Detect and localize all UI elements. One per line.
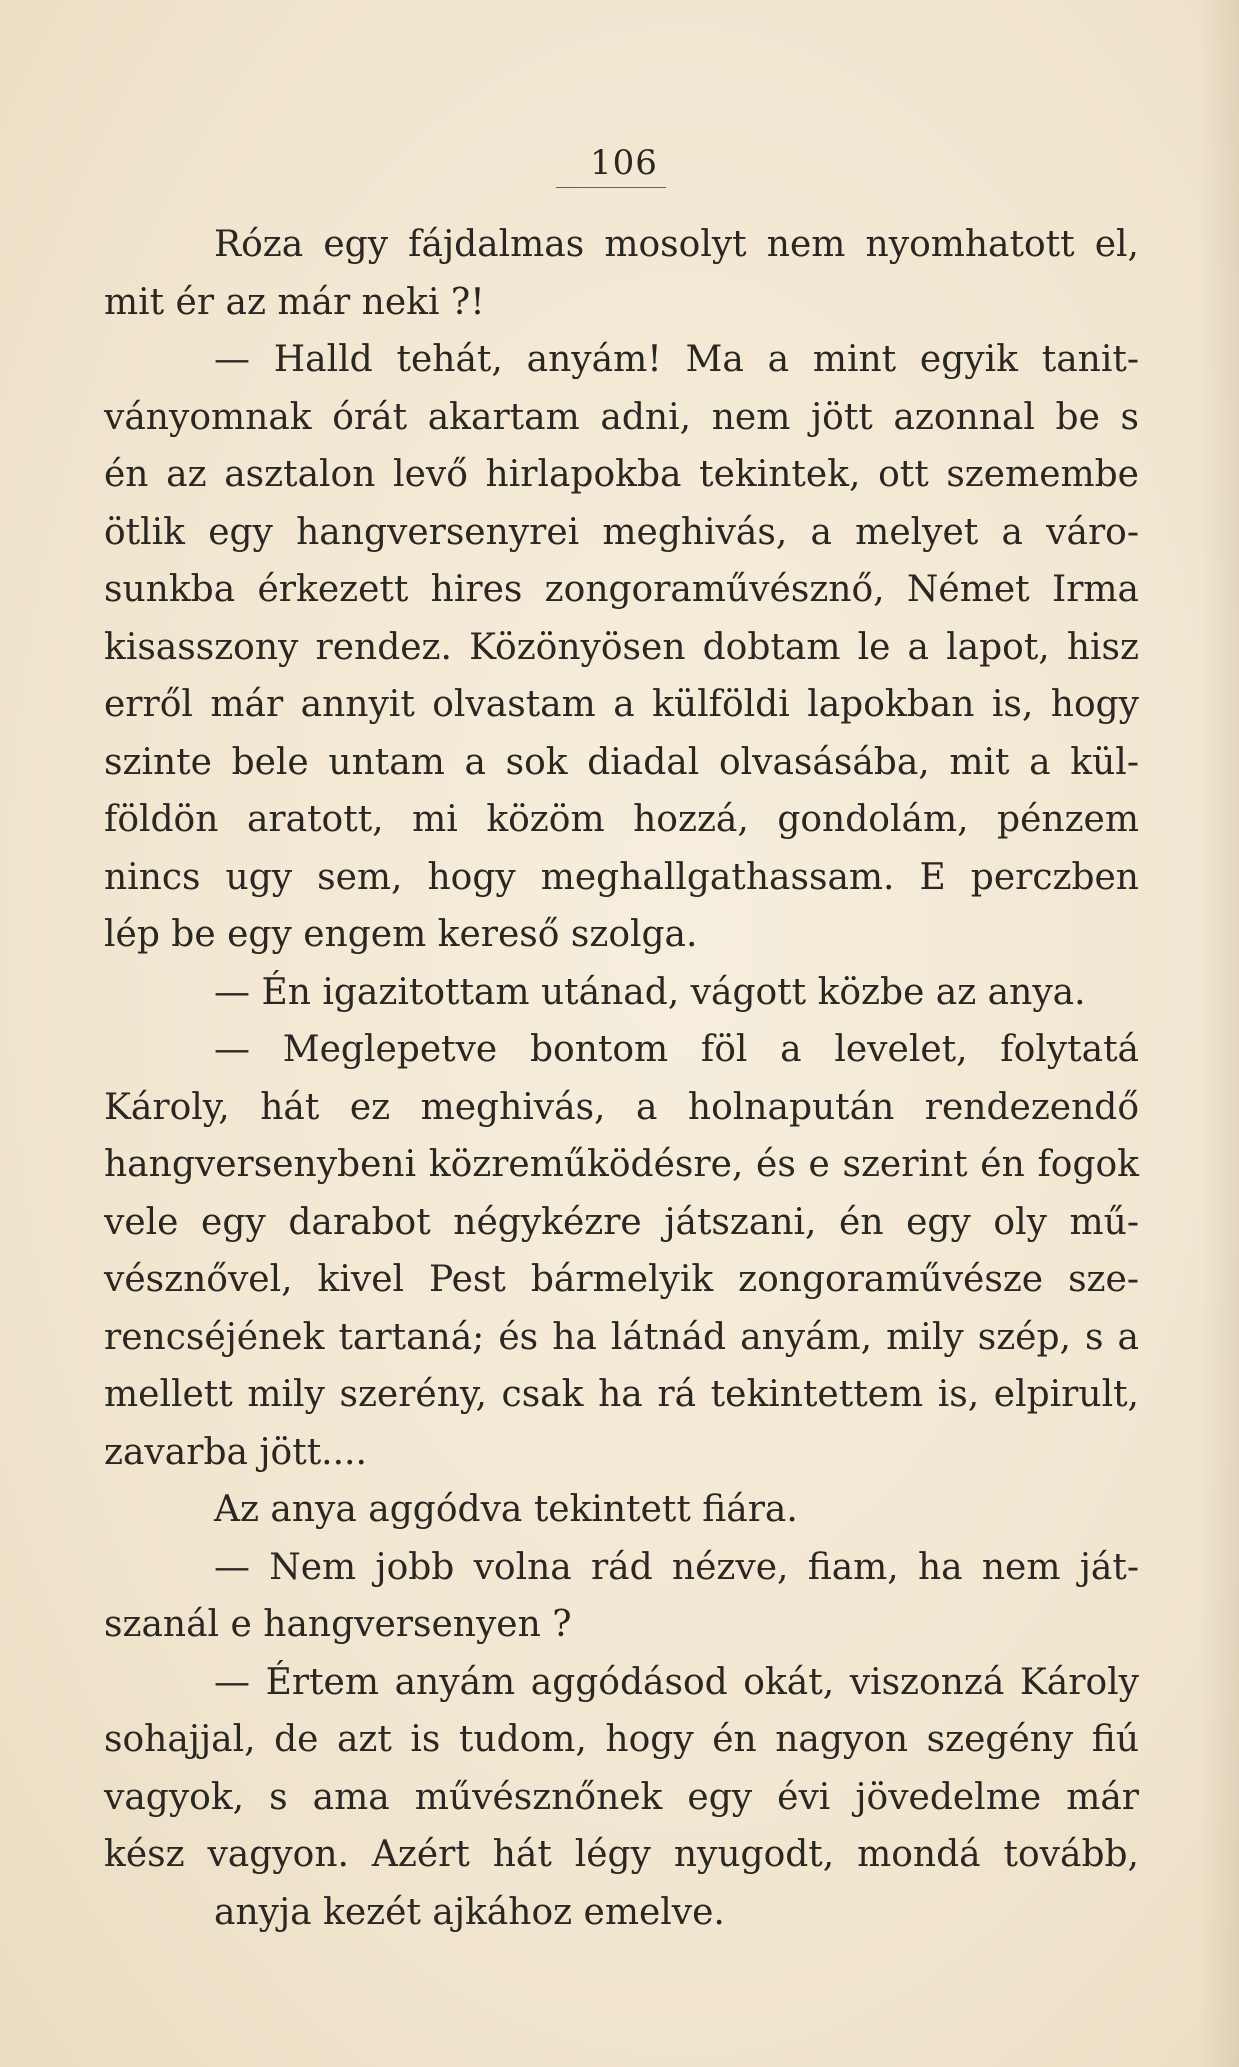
text-line: — Én igazitottam utánad, vágott közbe az anya.	[214, 971, 1086, 1013]
text-line: én az asztalon levő hirlapokba tekintek, ott szemembe	[104, 454, 1139, 495]
text-line: lép be egy engem kereső szolga.	[104, 914, 698, 955]
text-line: anyja kezét ajkához emelve.	[214, 1891, 725, 1933]
text-line: — Halld tehát, anyám! Ma a mint egyik tanit-	[214, 339, 1139, 380]
text-line: rencséjének tartaná; és ha látnád anyám, mily szép, s a	[104, 1316, 1139, 1358]
text-line: ványomnak órát akartam adni, nem jött azonnal be s	[104, 396, 1139, 438]
text-line: hangversenybeni közreműködésre, és e szerint én fogok	[104, 1144, 1139, 1185]
text-line: kész vagyon. Azért hát légy nyugodt, mondá tovább,	[104, 1834, 1139, 1875]
text-line: földön aratott, mi közöm hozzá, gondolám, pénzem	[104, 799, 1139, 840]
text-line: vagyok, s ama művésznőnek egy évi jövedelme már	[104, 1776, 1139, 1818]
text-line: szinte bele untam a sok diadal olvasásába, mit a kül-	[104, 741, 1139, 783]
text-line: Az anya aggódva tekintett fiára.	[214, 1489, 798, 1530]
text-line: szanál e hangversenyen ?	[104, 1604, 572, 1645]
page-edge-shadow	[1199, 0, 1239, 2067]
text-line: mellett mily szerény, csak ha rá tekintettem is, elpirult,	[104, 1374, 1139, 1415]
page-number: 106	[590, 143, 658, 183]
text-line: — Értem anyám aggódásod okát, viszonzá Károly	[214, 1661, 1139, 1703]
text-line: zavarba jött....	[104, 1431, 367, 1473]
text-line: erről már annyit olvastam a külföldi lapokban is, hogy	[104, 684, 1139, 725]
text-line: nincs ugy sem, hogy meghallgathassam. E perczben	[104, 856, 1139, 898]
text-line: sohajjal, de azt is tudom, hogy én nagyon szegény fiú	[104, 1719, 1139, 1760]
page-number-rule	[556, 187, 666, 188]
text-line: kisasszony rendez. Közönyösen dobtam le a lapot, hisz	[104, 626, 1139, 668]
text-line: — Meglepetve bontom föl a levelet, folytatá	[214, 1029, 1139, 1070]
text-line: Róza egy fájdalmas mosolyt nem nyomhatott el,	[214, 224, 1139, 265]
text-line: mit ér az már neki ?!	[104, 281, 485, 323]
text-line: vele egy darabot négykézre játszani, én egy oly mű-	[104, 1201, 1139, 1243]
text-line: — Nem jobb volna rád nézve, fiam, ha nem ját-	[214, 1546, 1139, 1588]
text-line: sunkba érkezett hires zongoraművésznő, Német Irma	[104, 569, 1139, 610]
text-line: Károly, hát ez meghivás, a holnapután rendezendő	[104, 1086, 1139, 1128]
body-text	[104, 216, 1139, 1941]
text-line: vésznővel, kivel Pest bármelyik zongoraművésze sze-	[104, 1259, 1139, 1300]
text-line: ötlik egy hangversenyrei meghivás, a melyet a váro-	[104, 511, 1139, 553]
